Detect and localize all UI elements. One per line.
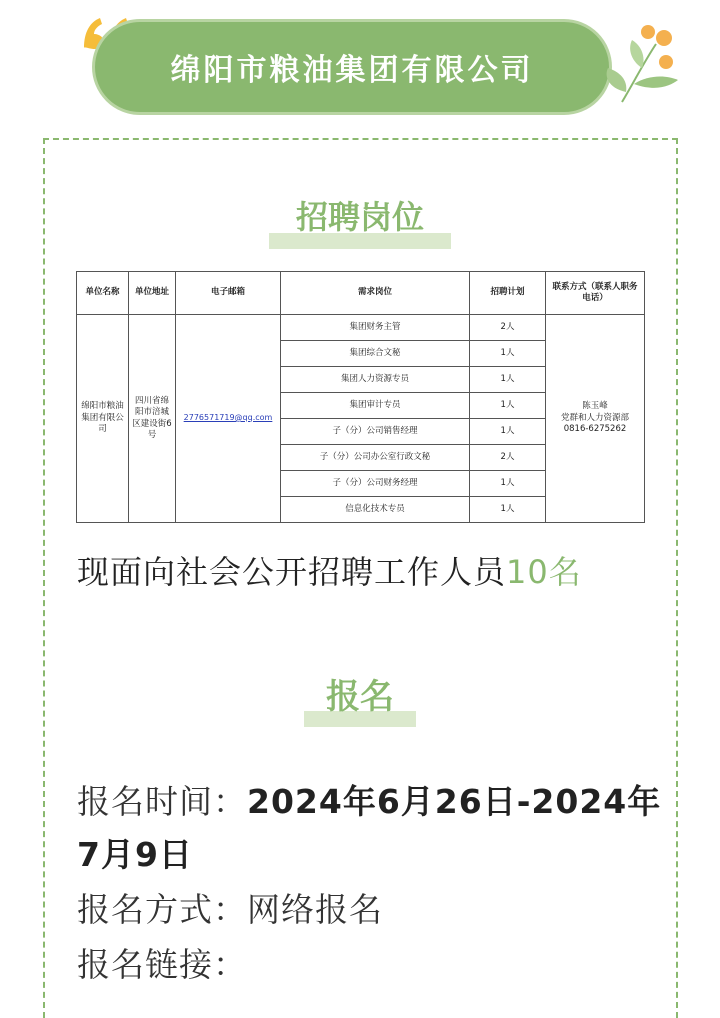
unit-address-cell: 四川省绵阳市涪城区建设街6号 (129, 315, 176, 523)
position-cell: 子（分）公司财务经理 (281, 471, 470, 497)
plan-cell: 1人 (470, 471, 546, 497)
registration-time-label: 报名时间： (77, 782, 247, 821)
position-cell: 集团财务主管 (281, 315, 470, 341)
position-cell: 子（分）公司办公室行政文秘 (281, 445, 470, 471)
plan-cell: 1人 (470, 419, 546, 445)
header-plan: 招聘计划 (470, 272, 546, 315)
leaf-branch-icon (604, 22, 694, 104)
summary-text: 现面向社会公开招聘工作人员 (77, 553, 507, 591)
plan-cell: 1人 (470, 367, 546, 393)
header-unit-name: 单位名称 (77, 272, 129, 315)
registration-time (77, 776, 661, 823)
header-email: 电子邮箱 (176, 272, 281, 315)
plan-cell: 1人 (470, 497, 546, 523)
registration-time-value: 2024年6月26日-2024年 (247, 782, 662, 821)
position-cell: 子（分）公司销售经理 (281, 419, 470, 445)
recruitment-table (76, 271, 645, 523)
company-title: 绵阳市粮油集团有限公司 (170, 53, 534, 88)
position-cell: 集团人力资源专员 (281, 367, 470, 393)
contact-dept: 党群和人力资源部 (560, 412, 629, 423)
position-cell: 集团综合文秘 (281, 341, 470, 367)
table-header-row (77, 272, 645, 315)
plan-cell: 2人 (470, 315, 546, 341)
header-position: 需求岗位 (281, 272, 470, 315)
email-cell (176, 315, 281, 523)
unit-name-cell: 绵阳市粮油集团有限公司 (77, 315, 129, 523)
contact-phone: 0816-6275262 (563, 424, 627, 435)
registration-method-value: 网络报名 (247, 890, 383, 929)
table-row (77, 315, 645, 341)
plan-cell: 1人 (470, 393, 546, 419)
registration-time-cont (77, 829, 193, 876)
registration-method (77, 884, 383, 931)
header-contact: 联系方式（联系人职务电话） (546, 272, 645, 315)
registration-link (77, 939, 247, 986)
register-section-title: 报名 (326, 677, 394, 717)
registration-link-label: 报名链接： (77, 945, 247, 984)
plan-cell: 1人 (470, 341, 546, 367)
recruit-section-title: 招聘岗位 (295, 198, 424, 236)
registration-method-label: 报名方式： (77, 890, 247, 929)
position-cell: 信息化技术专员 (281, 497, 470, 523)
contact-name: 陈玉峰 (582, 401, 608, 412)
summary-count: 10名 (506, 553, 582, 591)
registration-time-value-cont: 7月9日 (77, 835, 193, 874)
position-cell: 集团审计专员 (281, 393, 470, 419)
header-unit-address: 单位地址 (129, 272, 176, 315)
email-link[interactable]: 2776571719@qq.com (183, 412, 273, 422)
recruitment-summary (77, 547, 582, 593)
plan-cell: 2人 (470, 445, 546, 471)
header-banner (92, 19, 612, 115)
contact-cell (546, 315, 645, 523)
